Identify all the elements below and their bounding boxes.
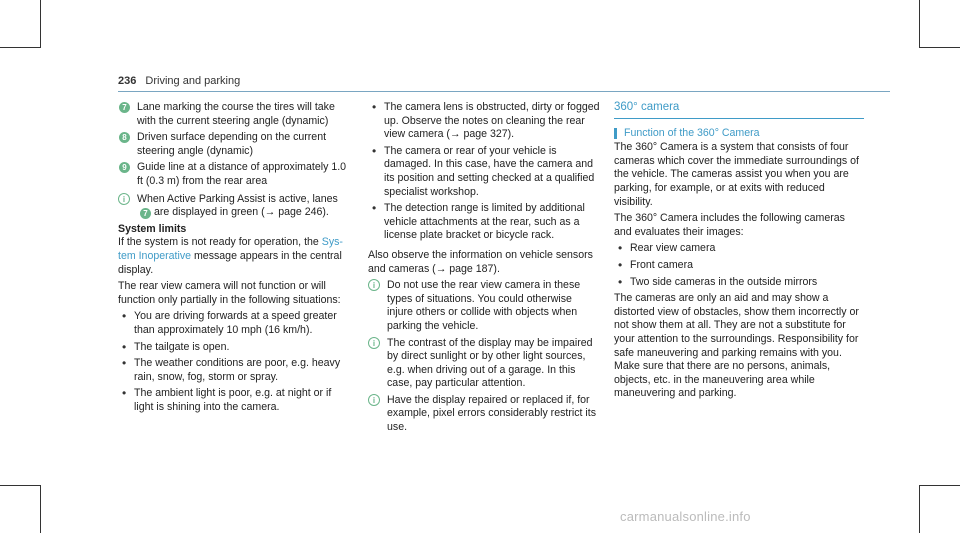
paragraph: The cameras are only an aid and may show a distorted view of obstacles, show them incorrectly or not show them at all. They are not a substitute for your attention to the surroundings. Responsibility for safe maneuvering and parking remains with you. Make sure that there are no persons, animals, objects, etc. in the maneuvering area while maneuvering and parking. <box>614 292 859 400</box>
paragraph: The 360° Camera is a system that consists of four cameras which cover the immediate surroundings of the vehicle. The cameras assist you when you are parking, for example, or at exits with reduced visibility. <box>614 141 859 208</box>
note <box>368 279 600 333</box>
note <box>118 193 350 220</box>
note <box>368 394 600 435</box>
list-item: • The weather conditions are poor, e.g. heavy rain, snow, fog, storm or spray. <box>118 357 350 384</box>
legend-item <box>118 101 350 128</box>
legend-badge: 8 <box>119 132 130 143</box>
page-number: 236 <box>118 75 137 87</box>
note <box>368 337 600 391</box>
subheading: Function of the 360° Camera <box>614 127 864 141</box>
column-middle <box>368 101 600 438</box>
legend-text: Driven surface depending on the current steering angle (dynamic) <box>137 131 327 157</box>
crop-mark <box>0 47 41 48</box>
system-inoperative-message: Sys-tem Inoperative <box>118 236 343 262</box>
legend-text: Lane marking the course the tires will take with the current steering angle (dynamic) <box>137 101 335 127</box>
watermark-text: carmanualsonline.info <box>620 509 751 524</box>
lane-badge: 7 <box>140 208 151 219</box>
column-right <box>614 101 864 404</box>
header-rule <box>118 91 890 92</box>
page-header-title: Driving and parking <box>145 75 241 87</box>
column-left <box>118 101 350 417</box>
list-item: • You are driving forwards at a speed greater than approximately 10 mph (16 km/h). <box>118 310 350 337</box>
info-icon: i <box>368 394 380 406</box>
section-title: 360° camera <box>614 101 864 119</box>
crop-mark <box>919 485 920 533</box>
info-icon: i <box>368 337 380 349</box>
limits-text-cont: message appears in the central display. <box>118 249 342 276</box>
list-item: • Two side cameras in the outside mirrors <box>614 276 864 290</box>
crop-mark <box>40 0 41 48</box>
legend-item <box>118 131 350 158</box>
info-icon: i <box>118 193 130 205</box>
page-header <box>118 75 240 87</box>
legend-item <box>118 161 350 188</box>
paragraph: The 360° Camera includes the following cameras and evaluates their images: <box>614 212 845 238</box>
limits-paragraph-2: The rear view camera will not function or will function only partially in the following situations: <box>118 280 341 306</box>
list-item: • The camera lens is obstructed, dirty or fogged up. Observe the notes on cleaning the rear view camera (→ page 327). <box>368 101 600 142</box>
crop-mark <box>0 485 41 486</box>
list-item: • Front camera <box>614 259 864 273</box>
sensors-paragraph: Also observe the information on vehicle sensors and cameras (→ page 187). <box>368 248 593 275</box>
crop-mark <box>919 47 960 48</box>
crop-mark <box>40 485 41 533</box>
list-item: • The ambient light is poor, e.g. at night or if light is shining into the camera. <box>118 387 350 414</box>
limits-paragraph <box>118 236 350 277</box>
legend-badge: 9 <box>119 162 130 173</box>
note-text: When Active Parking Assist is active, lanes <box>137 192 338 205</box>
list-item: • Rear view camera <box>614 242 864 256</box>
list-item: • The camera or rear of your vehicle is damaged. In this case, have the camera and its position and setting checked at a qualified specialist workshop. <box>368 145 600 199</box>
note-text: The contrast of the display may be impaired by direct sunlight or by other light sources, e.g. when driving out of a garage. In this case, pay particular attention. <box>387 336 593 390</box>
info-icon: i <box>368 279 380 291</box>
note-text-cont: are displayed in green (→ page 246). <box>153 206 329 219</box>
list-item: • The tailgate is open. <box>118 341 350 355</box>
list-item: • The detection range is limited by additional vehicle attachments at the rear, such as a license plate bracket or bicycle rack. <box>368 202 600 243</box>
crop-mark <box>919 0 920 48</box>
limits-text: If the system is not ready for operation, the <box>118 236 319 249</box>
crop-mark <box>919 485 960 486</box>
system-limits-heading: System limits <box>118 222 187 235</box>
note-text: Have the display repaired or replaced if, for example, pixel errors considerably restrict its use. <box>387 393 597 434</box>
legend-text: Guide line at a distance of approximately 1.0 ft (0.3 m) from the rear area <box>137 161 347 187</box>
note-text: Do not use the rear view camera in these types of situations. You could otherwise injure others or collide with objects when parking the vehicle. <box>387 279 581 332</box>
legend-badge: 7 <box>119 102 130 113</box>
